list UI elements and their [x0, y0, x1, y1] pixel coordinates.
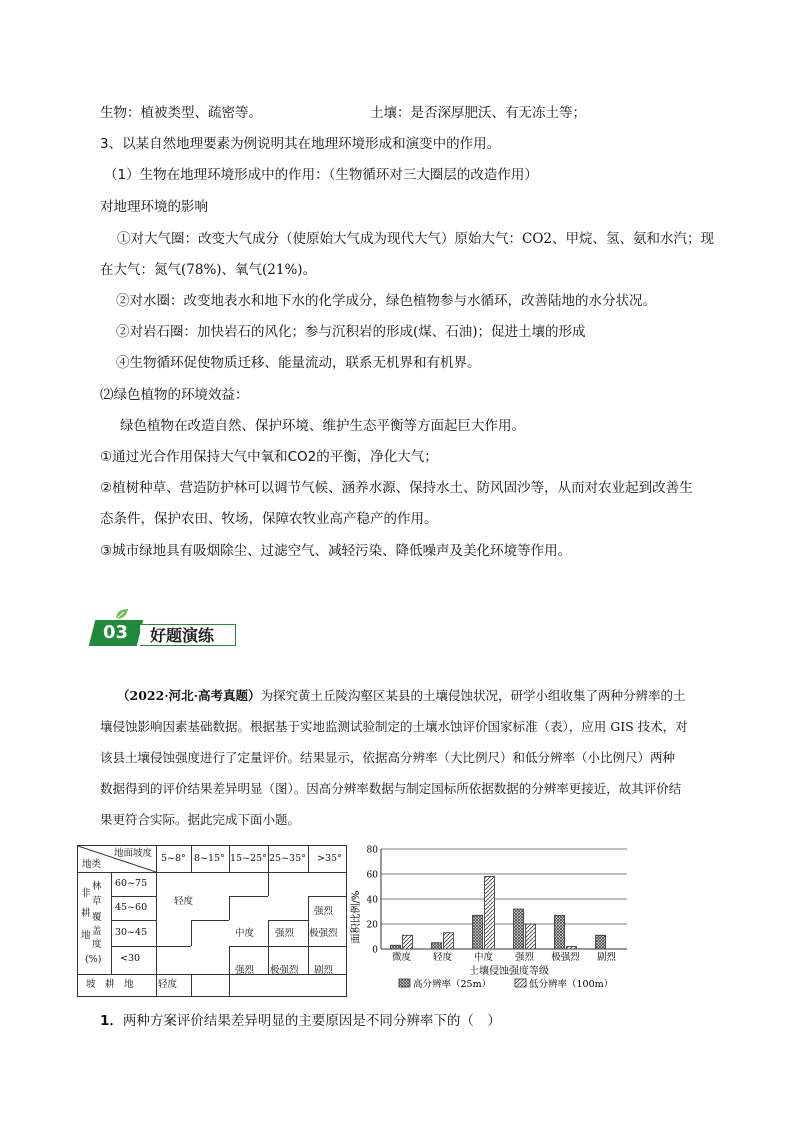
question-intro-line: 壤侵蚀影响因素基础数据。根据基于实地监测试验制定的土壤水蚀评价国家标准（表），应用 GIS 技术，对	[100, 719, 688, 734]
text-line: ①对大气圈：改变大气成分（使原始大气成为现代大气）原始大气：CO2、甲烷、氢、氨和水汽；现	[117, 231, 714, 247]
y-tick-label: 80	[366, 845, 378, 856]
slope-header: 15~25°	[230, 853, 267, 864]
question-intro-line: 该县土壤侵蚀强度进行了定量评价。结果显示，依据高分辨率（大比例尺）和低分辨率（小比例尺）两种	[100, 750, 676, 765]
row-header-char: 度	[92, 939, 102, 950]
erosion-bar-chart	[345, 842, 645, 994]
coverage-value: 30~45	[115, 927, 148, 938]
question-number: 1．	[100, 1013, 123, 1029]
chart-legend	[399, 978, 613, 990]
erosion-standard-table	[77, 845, 347, 997]
coverage-value: 45~60	[115, 902, 148, 913]
y-tick-label: 60	[366, 870, 378, 881]
bar-high-res	[514, 909, 524, 949]
bar-low-res	[485, 877, 495, 950]
cell-light: 轻度	[174, 896, 194, 907]
slope-header: >35°	[317, 853, 342, 864]
row-header-unit: (%)	[85, 954, 102, 965]
cell-extreme: 极强烈	[309, 928, 338, 939]
text-line: （1）生物在地理环境形成中的作用：（生物循环对三大圈层的改造作用）	[104, 167, 538, 183]
bar-low-res	[444, 933, 454, 949]
bar-low-res	[567, 947, 577, 950]
legend-swatch	[515, 979, 526, 987]
legend-label: 高分辨率（25m）	[413, 979, 492, 990]
x-tick-label: 中度	[473, 952, 494, 963]
y-tick-label: 20	[366, 920, 378, 931]
cell-light: 轻度	[158, 979, 178, 990]
text-line: ①通过光合作用保持大气中氧和CO2的平衡，净化大气；	[100, 449, 438, 465]
y-axis-label: 面积比例/%	[351, 890, 362, 944]
row-header-char: 盖	[92, 926, 102, 937]
slope-header: 25~35°	[269, 853, 306, 864]
text-line: 土壤：是否深厚肥沃、有无冻土等；	[370, 105, 586, 121]
text-line: 绿色植物在改造自然、保护环境、维护生态平衡等方面起巨大作用。	[120, 418, 525, 434]
y-tick-label: 0	[372, 945, 378, 956]
row-header-char: 非	[81, 888, 91, 899]
coverage-value: <30	[120, 953, 141, 964]
text-line: ②对水圈：改变地表水和地下水的化学成分，绿色植物参与水循环，改善陆地的水分状况。	[116, 293, 656, 309]
cultivated-label: 坡 耕 地	[86, 979, 134, 990]
section-header	[88, 610, 248, 646]
question-intro-line: 果更符合实际。据此完成下面小题。	[100, 812, 301, 827]
question-text: 两种方案评价结果差异明显的主要原因是不同分辨率下的（ ）	[122, 1013, 501, 1029]
text-line: ②植树种草、营造防护林可以调节气候、涵养水源、保持水土、防风固沙等，从而对农业起到改善生	[100, 480, 693, 496]
coverage-value: 60~75	[115, 878, 148, 889]
text-line: ⑵绿色植物的环境效益：	[100, 387, 249, 403]
text-line: ④生物循环促使物质迁移、能量流动，联系无机界和有机界。	[116, 355, 481, 371]
x-tick-label: 微度	[391, 952, 412, 963]
chart-grid	[381, 849, 627, 924]
question-intro-line: 数据得到的评价结果差异明显（图）。因高分辨率数据与制定国标所依据数据的分辨率更接近，故其评价结	[100, 781, 682, 796]
bar-high-res	[391, 945, 401, 949]
x-tick-label: 强烈	[514, 952, 535, 963]
text-line: 生物：植被类型、疏密等。	[100, 105, 262, 121]
text-line: 3、以某自然地理要素为例说明其在地理环境形成和演变中的作用。	[100, 136, 501, 152]
question-1	[100, 1011, 501, 1031]
row-header-char: 耕	[81, 908, 91, 919]
bar-high-res	[555, 915, 565, 949]
bar-high-res	[473, 915, 483, 949]
slope-header: 8~15°	[194, 853, 225, 864]
text-line: 对地理环境的影响	[100, 199, 208, 215]
cell-extreme: 极强烈	[270, 965, 299, 976]
cell-strong: 强烈	[314, 906, 334, 917]
section-number-badge: 03	[89, 620, 143, 646]
bar-high-res	[432, 943, 442, 949]
section-title: 好题演练	[140, 624, 236, 646]
leaf-icon	[114, 608, 130, 620]
question-source: （2022·河北·高考真题）	[117, 688, 261, 703]
x-tick-label: 轻度	[432, 952, 453, 963]
question-intro-text: 为探究黄土丘陵沟壑区某县的土壤侵蚀状况，研学小组收集了两种分辨率的土	[260, 688, 686, 703]
chart-bars	[391, 877, 606, 950]
row-header-char: 地	[81, 930, 91, 941]
bar-high-res	[596, 935, 606, 949]
bar-low-res	[526, 924, 536, 949]
text-line: ②对岩石圈：加快岩石的风化；参与沉积岩的形成(煤、石油)；促进土壤的形成	[116, 324, 586, 340]
text-line: 在大气：氮气(78%)、氧气(21%)。	[100, 262, 317, 278]
question-intro-line	[117, 686, 686, 706]
x-tick-label: 极强烈	[551, 952, 580, 963]
cell-strong: 强烈	[275, 928, 295, 939]
text-line: 态条件，保护农田、牧场，保障农牧业高产稳产的作用。	[100, 511, 438, 527]
legend-swatch	[399, 979, 410, 987]
legend-label: 低分辨率（100m）	[529, 979, 614, 990]
bar-low-res	[403, 935, 413, 949]
x-tick-label: 剧烈	[596, 952, 617, 963]
row-header-char: 覆	[92, 912, 102, 923]
cell-moderate: 中度	[235, 928, 255, 939]
cell-severe: 剧烈	[314, 965, 334, 976]
x-axis-label: 土壤侵蚀强度等级	[469, 966, 549, 977]
text-line: ③城市绿地具有吸烟除尘、过滤空气、减轻污染、降低噪声及美化环境等作用。	[100, 543, 572, 559]
table-corner-landtype: 地类	[82, 859, 102, 870]
y-tick-label: 40	[366, 895, 378, 906]
table-corner-slope: 地面坡度	[114, 848, 153, 859]
cell-strong: 强烈	[235, 965, 255, 976]
chart-labels	[392, 951, 617, 963]
row-header-char: 林	[92, 881, 102, 892]
slope-header: 5~8°	[161, 853, 186, 864]
row-header-char: 草	[92, 896, 102, 907]
